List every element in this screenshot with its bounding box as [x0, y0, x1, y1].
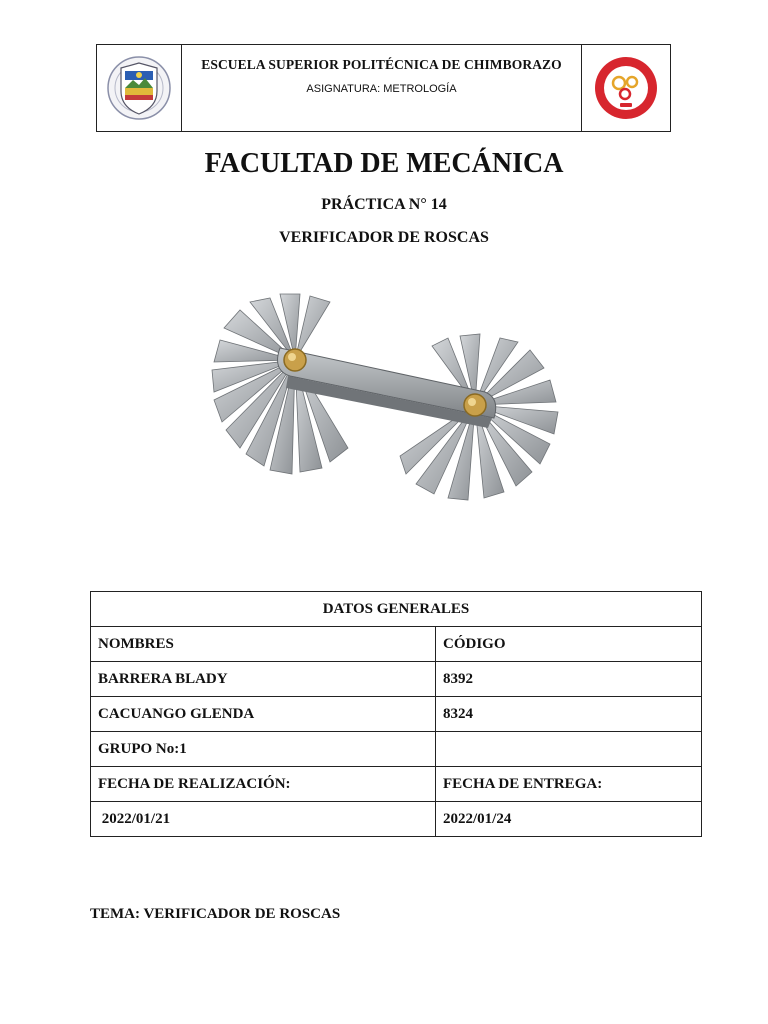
tema-heading: TEMA: VERIFICADOR DE ROSCAS	[90, 906, 341, 922]
table-cell: 2022/01/21	[91, 802, 436, 837]
table-cell: FECHA DE ENTREGA:	[436, 767, 702, 802]
table-cell: BARRERA BLADY	[91, 662, 436, 697]
table-cell: 2022/01/24	[436, 802, 702, 837]
table-row	[91, 662, 702, 697]
espoch-shield-seal-icon	[106, 55, 172, 121]
table-row	[91, 767, 702, 802]
table-row	[91, 697, 702, 732]
practice-title: PRÁCTICA N° 14	[321, 196, 447, 213]
table-cell: FECHA DE REALIZACIÓN:	[91, 767, 436, 802]
table-cell	[436, 732, 702, 767]
right-logo-cell	[581, 45, 670, 131]
table-row	[91, 732, 702, 767]
table-cell: 8324	[436, 697, 702, 732]
table-cell: CACUANGO GLENDA	[91, 697, 436, 732]
table-row	[91, 802, 702, 837]
table-row	[91, 627, 702, 662]
subject-name: ASIGNATURA: METROLOGÍA	[306, 83, 457, 95]
table-cell: 8392	[436, 662, 702, 697]
faculty-title: FACULTAD DE MECÁNICA	[204, 148, 564, 179]
table-cell: CÓDIGO	[436, 627, 702, 662]
header-text	[182, 45, 581, 131]
thread-pitch-gauge-photo	[200, 280, 570, 520]
table-cell: GRUPO No:1	[91, 732, 436, 767]
school-name: ESCUELA SUPERIOR POLITÉCNICA DE CHIMBORAZO	[201, 57, 562, 72]
facultad-mecanica-seal-icon	[593, 55, 659, 121]
table-cell: NOMBRES	[91, 627, 436, 662]
header-box	[96, 44, 671, 132]
table-title: DATOS GENERALES	[91, 592, 702, 627]
datos-generales-table	[90, 591, 702, 837]
table-header-row	[91, 592, 702, 627]
document-subtitle: VERIFICADOR DE ROSCAS	[279, 229, 489, 246]
left-logo-cell	[97, 45, 182, 131]
